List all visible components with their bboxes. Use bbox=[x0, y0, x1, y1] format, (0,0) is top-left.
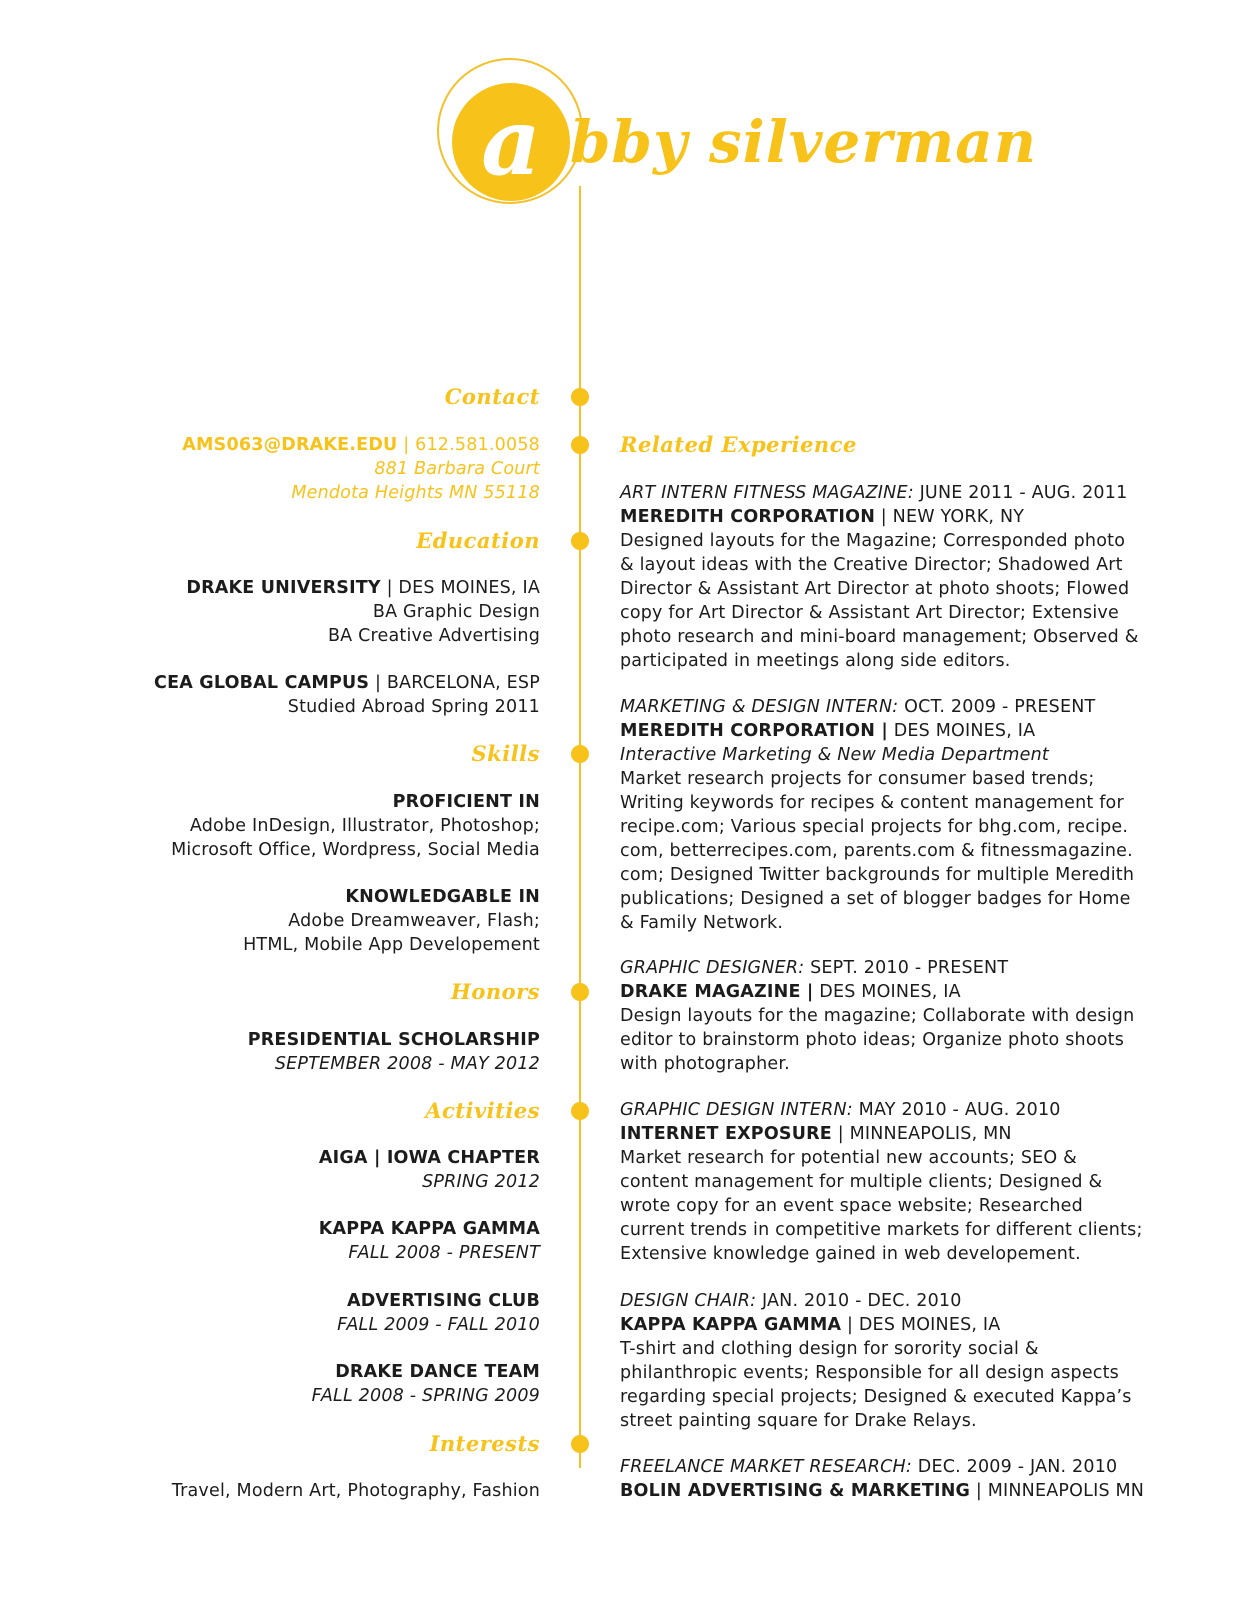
experience-org: MEREDITH CORPORATION bbox=[620, 507, 876, 527]
experience-desc-line: wrote copy for an event space website; Researched bbox=[620, 1196, 1083, 1216]
experience-dates: OCT. 2009 - PRESENT bbox=[898, 697, 1096, 717]
experience-role: MARKETING & DESIGN INTERN: bbox=[620, 697, 899, 717]
skills-line: Adobe InDesign, Illustrator, Photoshop; bbox=[189, 816, 540, 836]
experience-dates: MAY 2010 - AUG. 2010 bbox=[852, 1100, 1061, 1120]
education-item bbox=[154, 671, 540, 719]
experience-desc-line: editor to brainstorm photo ideas; Organize photo shoots bbox=[620, 1030, 1125, 1050]
experience-desc-line: Design layouts for the magazine; Collaborate with design bbox=[620, 1006, 1135, 1026]
skills-group bbox=[171, 790, 540, 862]
activity-item bbox=[319, 1217, 540, 1265]
experience-role: DESIGN CHAIR: bbox=[620, 1291, 757, 1311]
experience-org: INTERNET EXPOSURE bbox=[620, 1124, 832, 1144]
experience-dates: SEPT. 2010 - PRESENT bbox=[804, 958, 1009, 978]
experience-subtitle: Interactive Marketing & New Media Department bbox=[620, 745, 1049, 765]
experience-desc-line: street painting square for Drake Relays. bbox=[620, 1411, 977, 1431]
experience-location: | NEW YORK, NY bbox=[875, 507, 1025, 527]
timeline-dot-education bbox=[571, 532, 589, 550]
timeline-line bbox=[579, 186, 581, 1468]
timeline-dot-honors bbox=[571, 983, 589, 1001]
activity-title: KAPPA KAPPA GAMMA bbox=[318, 1219, 540, 1239]
skills-line: Adobe Dreamweaver, Flash; bbox=[288, 911, 540, 931]
timeline-dot-activities bbox=[571, 1102, 589, 1120]
experience-heading: Related Experience bbox=[620, 432, 857, 457]
timeline-dot-interests bbox=[571, 1435, 589, 1453]
experience-item bbox=[620, 956, 1134, 1076]
resume-name: bby silverman bbox=[570, 108, 1038, 176]
experience-location: | MINNEAPOLIS, MN bbox=[831, 1124, 1012, 1144]
experience-location: DES MOINES, IA bbox=[887, 721, 1036, 741]
experience-desc-line: philanthropic events; Responsible for all design aspects bbox=[620, 1363, 1119, 1383]
degree-line: BA Creative Advertising bbox=[327, 626, 540, 646]
experience-item bbox=[620, 1098, 1143, 1266]
interests-block bbox=[172, 1479, 540, 1503]
contact-block bbox=[182, 433, 540, 505]
school-location: | BARCELONA, ESP bbox=[374, 673, 540, 693]
activity-title: ADVERTISING CLUB bbox=[346, 1291, 540, 1311]
interests-text: Travel, Modern Art, Photography, Fashion bbox=[171, 1481, 540, 1501]
experience-location: DES MOINES, IA bbox=[813, 982, 961, 1002]
experience-desc-line: com, betterrecipes.com, parents.com & fitnessmagazine. bbox=[620, 841, 1133, 861]
experience-org: BOLIN ADVERTISING & MARKETING bbox=[620, 1481, 971, 1501]
experience-item bbox=[620, 1289, 1132, 1433]
experience-desc-line: Market research for potential new accounts; SEO & bbox=[620, 1148, 1077, 1168]
degree-line: Studied Abroad Spring 2011 bbox=[287, 697, 540, 717]
experience-org: KAPPA KAPPA GAMMA bbox=[620, 1315, 842, 1335]
experience-role: GRAPHIC DESIGNER: bbox=[620, 958, 805, 978]
skills-group-title: PROFICIENT IN bbox=[392, 792, 540, 812]
experience-desc-line: & Family Network. bbox=[620, 913, 784, 933]
activity-item bbox=[319, 1146, 540, 1194]
activity-item bbox=[337, 1289, 540, 1337]
experience-desc-line: photo research and mini-board management; Observed & bbox=[620, 627, 1139, 647]
experience-desc-line: Director & Assistant Art Director at photo shoots; Flowed bbox=[620, 579, 1130, 599]
experience-desc-line: publications; Designed a set of blogger badges for Home bbox=[620, 889, 1131, 909]
experience-desc-line: Extensive knowledge gained in web developement. bbox=[620, 1244, 1081, 1264]
timeline-dot-skills bbox=[571, 745, 589, 763]
experience-desc-line: recipe.com; Various special projects for bhg.com, recipe. bbox=[620, 817, 1129, 837]
experience-location: | MINNEAPOLIS MN bbox=[970, 1481, 1145, 1501]
school-name: DRAKE UNIVERSITY bbox=[186, 578, 381, 598]
experience-desc-line: copy for Art Director & Assistant Art Director; Extensive bbox=[620, 603, 1119, 623]
skills-group bbox=[243, 885, 540, 957]
activity-dates: FALL 2008 - PRESENT bbox=[348, 1243, 540, 1263]
education-heading: Education bbox=[416, 528, 540, 553]
activity-title: DRAKE DANCE TEAM bbox=[335, 1362, 540, 1382]
skills-line: Microsoft Office, Wordpress, Social Media bbox=[171, 840, 540, 860]
experience-org: MEREDITH CORPORATION | bbox=[620, 721, 888, 741]
street-address: 881 Barbara Court bbox=[374, 459, 540, 479]
honor-dates: SEPTEMBER 2008 - MAY 2012 bbox=[274, 1054, 540, 1074]
experience-dates: JAN. 2010 - DEC. 2010 bbox=[756, 1291, 962, 1311]
degree-line: BA Graphic Design bbox=[372, 602, 540, 622]
skills-group-title: KNOWLEDGABLE IN bbox=[345, 887, 540, 907]
honor-item bbox=[248, 1028, 540, 1076]
experience-desc-line: Writing keywords for recipes & content management for bbox=[620, 793, 1124, 813]
experience-desc-line: Designed layouts for the Magazine; Corresponded photo bbox=[620, 531, 1126, 551]
experience-role: FREELANCE MARKET RESEARCH: bbox=[620, 1457, 912, 1477]
contact-heading: Contact bbox=[444, 384, 540, 409]
experience-role: ART INTERN FITNESS MAGAZINE: bbox=[620, 483, 914, 503]
experience-org: DRAKE MAGAZINE | bbox=[620, 982, 814, 1002]
experience-item bbox=[620, 695, 1134, 935]
city-address: Mendota Heights MN 55118 bbox=[291, 483, 540, 503]
activity-item bbox=[312, 1360, 540, 1408]
experience-item bbox=[620, 481, 1139, 673]
activity-dates: SPRING 2012 bbox=[422, 1172, 540, 1192]
school-name: CEA GLOBAL CAMPUS bbox=[154, 673, 370, 693]
experience-desc-line: & layout ideas with the Creative Director; Shadowed Art bbox=[620, 555, 1123, 575]
experience-desc-line: current trends in competitive markets for different clients; bbox=[620, 1220, 1143, 1240]
honor-title: PRESIDENTIAL SCHOLARSHIP bbox=[247, 1030, 540, 1050]
experience-desc-line: com; Designed Twitter backgrounds for multiple Meredith bbox=[620, 865, 1135, 885]
timeline-dot-experience bbox=[571, 436, 589, 454]
experience-desc-line: Market research projects for consumer based trends; bbox=[620, 769, 1095, 789]
contact-separator: | bbox=[403, 435, 410, 455]
experience-item bbox=[620, 1455, 1144, 1503]
experience-desc-line: with photographer. bbox=[620, 1054, 790, 1074]
experience-dates: DEC. 2009 - JAN. 2010 bbox=[912, 1457, 1118, 1477]
experience-desc-line: participated in meetings along side editors. bbox=[620, 651, 1011, 671]
experience-desc-line: regarding special projects; Designed & executed Kappa’s bbox=[620, 1387, 1132, 1407]
experience-location: | DES MOINES, IA bbox=[841, 1315, 1001, 1335]
school-location: | DES MOINES, IA bbox=[386, 578, 540, 598]
activity-title: AIGA | IOWA CHAPTER bbox=[318, 1148, 540, 1168]
skills-heading: Skills bbox=[471, 741, 540, 766]
activity-dates: FALL 2008 - SPRING 2009 bbox=[311, 1386, 540, 1406]
activity-dates: FALL 2009 - FALL 2010 bbox=[337, 1315, 540, 1335]
email-link[interactable]: AMS063@DRAKE.EDU bbox=[182, 435, 398, 455]
logo-initial: a bbox=[481, 88, 541, 196]
activities-heading: Activities bbox=[425, 1098, 540, 1123]
experience-role: GRAPHIC DESIGN INTERN: bbox=[620, 1100, 853, 1120]
honors-heading: Honors bbox=[450, 979, 540, 1004]
experience-desc-line: T-shirt and clothing design for sorority social & bbox=[620, 1339, 1039, 1359]
phone-number[interactable]: 612.581.0058 bbox=[415, 435, 540, 455]
education-item bbox=[186, 576, 540, 648]
interests-heading: Interests bbox=[429, 1431, 540, 1456]
skills-line: HTML, Mobile App Developement bbox=[243, 935, 540, 955]
timeline-dot-contact bbox=[571, 388, 589, 406]
experience-dates: JUNE 2011 - AUG. 2011 bbox=[913, 483, 1128, 503]
experience-desc-line: content management for multiple clients; Designed & bbox=[620, 1172, 1103, 1192]
